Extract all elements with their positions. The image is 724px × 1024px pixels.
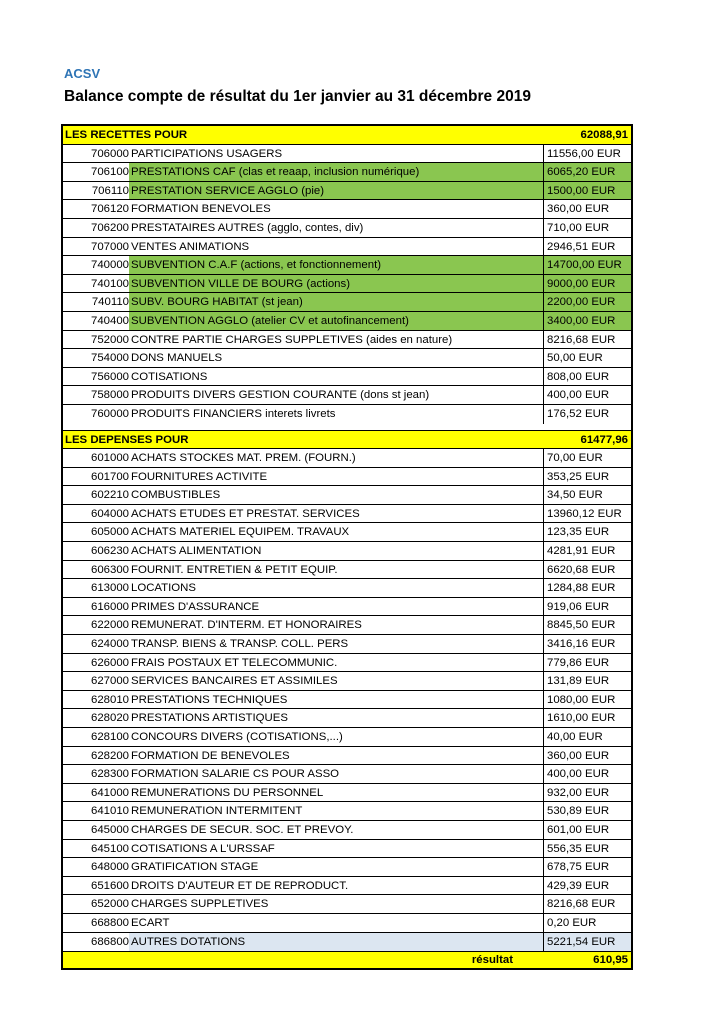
- account-label: COMBUSTIBLES: [131, 489, 221, 502]
- account-code: 626000: [90, 656, 129, 669]
- recettes-section: [63, 126, 631, 424]
- table-row: [63, 598, 631, 617]
- account-amount: 3400,00 EUR: [543, 312, 631, 330]
- account-label: FOURNITURES ACTIVITE: [131, 470, 268, 483]
- table-row: [63, 933, 631, 952]
- account-code: 601000: [90, 452, 129, 465]
- account-amount: 1080,00 EUR: [543, 691, 631, 709]
- table-row: [63, 784, 631, 803]
- recettes-rows: [63, 145, 631, 424]
- table-row: [63, 709, 631, 728]
- account-amount: 1610,00 EUR: [543, 709, 631, 727]
- depenses-section: [63, 431, 631, 952]
- account-code: 641010: [90, 805, 129, 818]
- table-row: [63, 635, 631, 654]
- account-amount: 6620,68 EUR: [543, 561, 631, 579]
- account-label: FORMATION DE BENEVOLES: [131, 749, 290, 762]
- account-amount: 5221,54 EUR: [543, 933, 631, 952]
- account-code: 706120: [90, 203, 129, 216]
- account-label: DONS MANUELS: [131, 352, 223, 365]
- account-label: REMUNERATIONS DU PERSONNEL: [131, 786, 324, 799]
- account-label: TRANSP. BIENS & TRANSP. COLL. PERS: [131, 638, 349, 651]
- account-amount: 6065,20 EUR: [543, 163, 631, 181]
- account-code: 624000: [90, 638, 129, 651]
- account-label: CONTRE PARTIE CHARGES SUPPLETIVES (aides en nature): [131, 333, 453, 346]
- account-label: SUBVENTION C.A.F (actions, et fonctionnement): [129, 256, 543, 274]
- account-amount: 429,39 EUR: [543, 877, 631, 895]
- table-row: [63, 840, 631, 859]
- account-code: 752000: [90, 333, 129, 346]
- account-label: FORMATION SALARIE CS POUR ASSO: [131, 768, 340, 781]
- account-code: 652000: [90, 898, 129, 911]
- page-title: Balance compte de résultat du 1er janvier au 31 décembre 2019: [64, 88, 531, 105]
- account-label: PRESTATAIRES AUTRES (agglo, contes, div): [131, 221, 364, 234]
- account-amount: 779,86 EUR: [543, 654, 631, 672]
- account-label: PRESTATIONS ARTISTIQUES: [131, 712, 288, 725]
- table-row: [63, 275, 631, 294]
- account-label: FRAIS POSTAUX ET TELECOMMUNIC.: [131, 656, 338, 669]
- table-row: [63, 523, 631, 542]
- account-amount: 1284,88 EUR: [543, 579, 631, 597]
- result-label: résultat: [471, 954, 513, 967]
- account-label: CHARGES SUPPLETIVES: [131, 898, 269, 911]
- account-label: ECART: [131, 916, 170, 929]
- table-row: [63, 349, 631, 368]
- account-code: 616000: [90, 600, 129, 613]
- table-row: [63, 542, 631, 561]
- account-amount: 400,00 EUR: [543, 765, 631, 783]
- account-label: ACHATS ALIMENTATION: [131, 545, 262, 558]
- recettes-total: 62088,91: [580, 129, 628, 141]
- account-label: ACHATS STOCKES MAT. PREM. (FOURN.): [131, 452, 356, 465]
- account-label: ACHATS MATERIEL EQUIPEM. TRAVAUX: [131, 526, 350, 539]
- account-code: 706100: [90, 166, 129, 179]
- account-code: 622000: [90, 619, 129, 632]
- account-amount: 8845,50 EUR: [543, 616, 631, 634]
- table-row: [63, 561, 631, 580]
- account-label: VENTES ANIMATIONS: [131, 240, 250, 253]
- account-amount: 50,00 EUR: [543, 349, 631, 367]
- depenses-rows: [63, 449, 631, 951]
- table-row: [63, 386, 631, 405]
- account-code: 707000: [90, 240, 129, 253]
- account-label: REMUNERATION INTERMITENT: [131, 805, 303, 818]
- account-amount: 360,00 EUR: [543, 747, 631, 765]
- account-amount: 678,75 EUR: [543, 858, 631, 876]
- account-label: CHARGES DE SECUR. SOC. ET PREVOY.: [131, 823, 354, 836]
- account-code: 686800: [90, 935, 129, 948]
- table-row: [63, 331, 631, 350]
- table-row: [63, 579, 631, 598]
- table-row: [63, 486, 631, 505]
- account-label: LOCATIONS: [131, 582, 196, 595]
- account-code: 668800: [90, 916, 129, 929]
- account-label: FOURNIT. ENTRETIEN & PETIT EQUIP.: [131, 563, 338, 576]
- account-amount: 1500,00 EUR: [543, 182, 631, 200]
- account-code: 601700: [90, 470, 129, 483]
- account-label: PRESTATIONS TECHNIQUES: [131, 693, 288, 706]
- table-row: [63, 145, 631, 164]
- account-code: 641000: [90, 786, 129, 799]
- account-amount: 13960,12 EUR: [543, 505, 631, 523]
- account-code: 756000: [90, 370, 129, 383]
- account-amount: 8216,68 EUR: [543, 895, 631, 913]
- account-code: 758000: [90, 389, 129, 402]
- account-label: COTISATIONS: [131, 370, 208, 383]
- account-code: 628100: [90, 731, 129, 743]
- depenses-total: 61477,96: [580, 433, 628, 446]
- table-row: [63, 182, 631, 201]
- account-amount: 360,00 EUR: [543, 200, 631, 218]
- account-amount: 8216,68 EUR: [543, 331, 631, 349]
- recettes-heading-row: [63, 126, 631, 145]
- table-row: [63, 219, 631, 238]
- account-code: 754000: [90, 352, 129, 365]
- account-amount: 932,00 EUR: [543, 784, 631, 802]
- account-code: 740100: [90, 277, 129, 290]
- account-code: 604000: [90, 507, 129, 520]
- table-row: [63, 312, 631, 331]
- account-label: GRATIFICATION STAGE: [131, 861, 259, 874]
- table-row: [63, 765, 631, 784]
- account-label: CONCOURS DIVERS (COTISATIONS,...): [131, 731, 343, 743]
- account-code: 628010: [90, 693, 129, 706]
- table-row: [63, 449, 631, 468]
- account-label: PRIMES D'ASSURANCE: [131, 600, 260, 613]
- account-amount: 70,00 EUR: [543, 449, 631, 467]
- table-row: [63, 747, 631, 766]
- account-amount: 123,35 EUR: [543, 523, 631, 541]
- account-label: REMUNERAT. D'INTERM. ET HONORAIRES: [131, 619, 362, 632]
- table-row: [63, 672, 631, 691]
- account-amount: 710,00 EUR: [543, 219, 631, 237]
- result-value: 610,95: [593, 954, 628, 967]
- account-code: 706000: [90, 147, 129, 160]
- account-code: 740110: [91, 296, 129, 309]
- account-label: ACHATS ETUDES ET PRESTAT. SERVICES: [131, 507, 360, 520]
- account-code: 706200: [90, 221, 129, 234]
- table-row: [63, 728, 631, 747]
- account-code: 606230: [90, 545, 129, 558]
- account-label: SUBVENTION AGGLO (atelier CV et autofinancement): [129, 312, 543, 330]
- table-row: [63, 256, 631, 275]
- account-amount: 353,25 EUR: [543, 468, 631, 486]
- account-label: PRODUITS DIVERS GESTION COURANTE (dons st jean): [131, 389, 430, 402]
- table-row: [63, 200, 631, 219]
- account-code: 602210: [90, 489, 129, 502]
- account-code: 740400: [90, 314, 129, 327]
- table-row: [63, 895, 631, 914]
- table-row: [63, 163, 631, 182]
- account-label: SERVICES BANCAIRES ET ASSIMILES: [131, 675, 338, 688]
- account-code: 648000: [90, 861, 129, 874]
- account-code: 628200: [90, 749, 129, 762]
- account-label: PRESTATIONS CAF (clas et reaap, inclusion numérique): [129, 163, 543, 181]
- depenses-heading-row: [63, 431, 631, 450]
- result-row: [63, 951, 631, 968]
- account-amount: 131,89 EUR: [543, 672, 631, 690]
- account-amount: 11556,00 EUR: [543, 145, 631, 163]
- account-label: AUTRES DOTATIONS: [129, 933, 543, 952]
- table-row: [63, 616, 631, 635]
- account-code: 628020: [90, 712, 129, 725]
- account-code: 606300: [90, 563, 129, 576]
- account-label: PARTICIPATIONS USAGERS: [131, 147, 283, 160]
- account-amount: 0,20 EUR: [543, 914, 631, 932]
- account-code: 645100: [90, 842, 129, 855]
- table-row: [63, 877, 631, 896]
- account-label: COTISATIONS A L'URSSAF: [131, 842, 275, 855]
- section-gap: [63, 424, 631, 431]
- account-amount: 4281,91 EUR: [543, 542, 631, 560]
- depenses-heading: LES DEPENSES POUR: [65, 433, 189, 446]
- recettes-heading: LES RECETTES POUR: [65, 129, 188, 141]
- account-amount: 3416,16 EUR: [543, 635, 631, 653]
- account-amount: 400,00 EUR: [543, 386, 631, 404]
- table-row: [63, 858, 631, 877]
- account-code: 760000: [90, 407, 129, 420]
- org-name: ACSV: [64, 66, 101, 81]
- account-amount: 40,00 EUR: [543, 728, 631, 746]
- account-amount: 2946,51 EUR: [543, 238, 631, 256]
- account-code: 651600: [90, 879, 129, 892]
- account-amount: 176,52 EUR: [543, 405, 631, 424]
- account-code: 740000: [90, 259, 129, 272]
- account-label: PRODUITS FINANCIERS interets livrets: [131, 407, 336, 420]
- account-code: 645000: [90, 823, 129, 836]
- account-label: DROITS D'AUTEUR ET DE REPRODUCT.: [131, 879, 349, 892]
- table-row: [63, 368, 631, 387]
- table-row: [63, 821, 631, 840]
- account-amount: 34,50 EUR: [543, 486, 631, 504]
- account-code: 627000: [90, 675, 129, 688]
- account-amount: 808,00 EUR: [543, 368, 631, 386]
- account-amount: 530,89 EUR: [543, 802, 631, 820]
- table-row: [63, 654, 631, 673]
- account-code: 628300: [90, 768, 129, 781]
- account-amount: 14700,00 EUR: [543, 256, 631, 274]
- table-row: [63, 505, 631, 524]
- account-amount: 9000,00 EUR: [543, 275, 631, 293]
- account-amount: 601,00 EUR: [543, 821, 631, 839]
- table-row: [63, 691, 631, 710]
- account-label: PRESTATION SERVICE AGGLO (pie): [129, 182, 543, 200]
- ledger-table: [61, 124, 633, 970]
- account-amount: 919,06 EUR: [543, 598, 631, 616]
- account-amount: 2200,00 EUR: [543, 293, 631, 311]
- account-label: SUBV. BOURG HABITAT (st jean): [129, 293, 543, 311]
- account-label: FORMATION BENEVOLES: [131, 203, 271, 216]
- table-row: [63, 468, 631, 487]
- account-code: 605000: [90, 526, 129, 539]
- account-label: SUBVENTION VILLE DE BOURG (actions): [129, 275, 543, 293]
- table-row: [63, 802, 631, 821]
- table-row: [63, 405, 631, 424]
- account-code: 613000: [90, 582, 129, 595]
- table-row: [63, 238, 631, 257]
- account-code: 706110: [91, 184, 129, 197]
- table-row: [63, 293, 631, 312]
- account-amount: 556,35 EUR: [543, 840, 631, 858]
- table-row: [63, 914, 631, 933]
